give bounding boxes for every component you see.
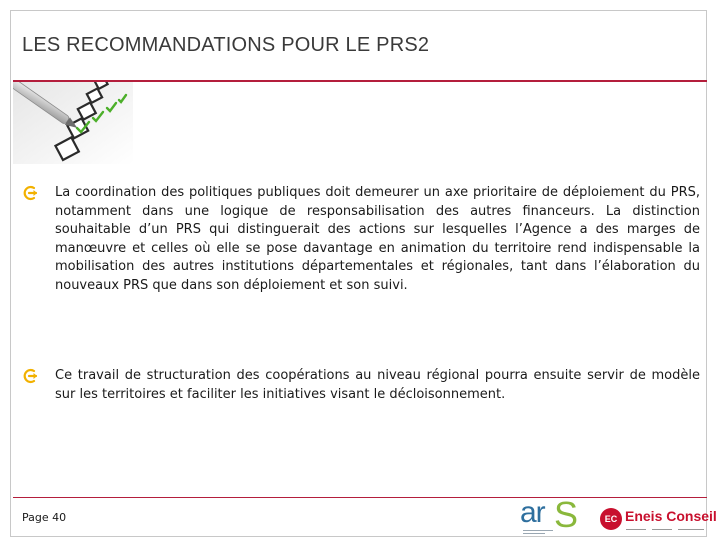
page-number: Page 40 [22,511,67,524]
ars-logo-tagline [523,529,553,535]
bullet-item [22,184,702,296]
eneis-badge: EC [600,508,622,530]
eneis-name: Eneis Conseil [625,508,717,524]
ars-logo-word: ar [520,496,545,529]
ars-logo [520,494,582,538]
footer-divider [13,497,707,498]
ars-logo-letter: S [554,494,579,535]
bullet-text: La coordination des politiques publiques doit demeurer un axe prioritaire de déploiement du PRS, notamment dans une logique de responsabilisation des autres financeurs. La distinction souhaitable d’un PRS qui distinguerait des actions sur lesquelles l’Agence a des marges de manœuvre et celles où elle se pose davantage en animation du territoire rend indispensable la mobilisation des autres institutions départementales et régionales, tant dans l’élaboration du nouveaux PRS que dans son déploiement et son suivi. [55,185,700,293]
curved-arrow-icon [22,185,38,201]
slide-title: LES RECOMMANDATIONS POUR LE PRS2 [22,34,430,56]
eneis-conseil-logo [600,506,717,536]
bullet-text: Ce travail de structuration des coopérations au niveau régional pourra ensuite servir de modèle sur les territoires et faciliter les initiatives visant le décloisonnement. [55,368,700,402]
bullet-item [22,367,702,404]
checklist-pen-icon [13,82,133,164]
curved-arrow-icon [22,368,38,384]
eneis-tagline [626,527,704,532]
